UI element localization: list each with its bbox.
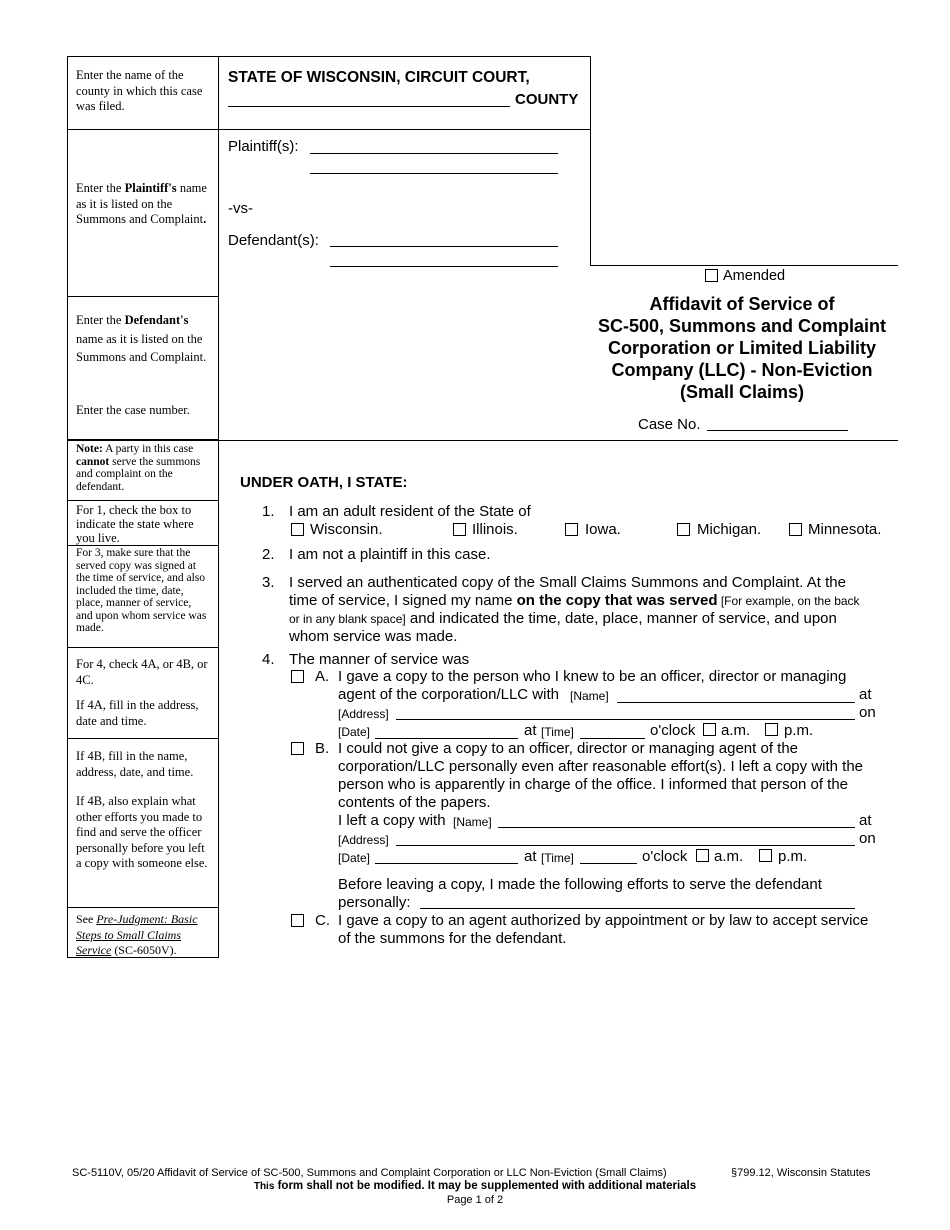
option-b-pm-label: p.m. (778, 848, 808, 865)
state-wisconsin-checkbox[interactable] (291, 523, 304, 536)
sidebar-for3: For 3, make sure that the served copy was signed at the time of service, and also included the time, date, place, manner of service, and upon whom service was made. (76, 547, 207, 634)
option-a-am-label: a.m. (721, 722, 751, 739)
sidebar-for1-box (67, 500, 219, 546)
sidebar-plaintiff-instruction: Enter the Plaintiff's name as it is listed on the Summons and Complaint. (76, 181, 207, 226)
sidebar-if4b: If 4B, fill in the name, address, date, and time. (76, 749, 194, 779)
option-b-letter: B. (315, 740, 330, 757)
item4-number: 4. (262, 651, 275, 668)
item2-number: 2. (262, 546, 275, 563)
option-b-date-tag: [Date] (338, 851, 371, 865)
title-line-5: (Small Claims) (679, 382, 805, 402)
defendant-input-2[interactable] (330, 266, 558, 267)
footer-statute: §799.12, Wisconsin Statutes (731, 1167, 871, 1179)
item3-number: 3. (262, 574, 275, 591)
item3-text: I served an authenticated copy of the Small Claims Summons and Complaint. At the time of service, I signed my name on the copy that was served [For example, on the back or in any blank space] and indicated the time, date, place, manner of service, and upon whom service was made. (289, 574, 860, 645)
state-wisconsin-label: Wisconsin. (310, 521, 383, 538)
plaintiff-label: Plaintiff(s): (228, 138, 299, 155)
sidebar-if4b-box (67, 738, 219, 908)
sidebar-note-box (67, 440, 219, 501)
sidebar-county-box (67, 56, 219, 130)
option-a-date-input[interactable] (375, 738, 518, 739)
sidebar-for4: For 4, check 4A, or 4B, or 4C. (76, 657, 208, 687)
option-b-name-tag: [Name] (453, 815, 492, 829)
title-line-1: Affidavit of Service of (649, 294, 835, 314)
state-illinois-label: Illinois. (472, 521, 518, 538)
option-b-address-input[interactable] (396, 845, 855, 846)
sidebar-see-box (67, 907, 219, 958)
option-b-text: I could not give a copy to an officer, director or managing agent of the corporation/LLC personally even after reasonable effort(s). I left a copy with the person who is apparently in charge of the office. I informed that person of the contents of the papers. (338, 740, 864, 811)
option-b-left-copy: I left a copy with (338, 812, 446, 829)
case-no-label: Case No. (638, 416, 701, 433)
sidebar-defendant-box (67, 296, 219, 441)
option-a-time-tag: [Time] (541, 725, 574, 739)
sidebar-defendant-instruction: Enter the Defendant's name as it is listed on the Summons and Complaint. (76, 313, 207, 364)
option-b-pm-checkbox[interactable] (759, 849, 772, 862)
sidebar-for1: For 1, check the box to indicate the state where you live. (76, 503, 194, 545)
county-input[interactable] (228, 106, 510, 107)
caption-court-divider (219, 129, 590, 130)
sidebar-see: See Pre-Judgment: Basic Steps to Small Claims Service (SC-6050V). (76, 912, 198, 957)
option-b-date-input[interactable] (375, 863, 518, 864)
option-a-date-tag: [Date] (338, 725, 371, 739)
item1-number: 1. (262, 503, 275, 520)
option-a-oclock: o'clock (650, 722, 696, 739)
caption-top-border (219, 56, 590, 57)
sidebar-for4-box (67, 647, 219, 739)
sidebar-note: Note: A party in this case cannot serve the summons and complaint on the defendant. (76, 443, 201, 493)
versus-label: -vs- (228, 200, 253, 217)
option-c-line1: I gave a copy to an agent authorized by appointment or by law to accept service (338, 912, 869, 929)
option-b-am-label: a.m. (714, 848, 744, 865)
amended-checkbox[interactable] (705, 269, 718, 282)
option-a-at-word: at (524, 722, 537, 739)
option-a-am-checkbox[interactable] (703, 723, 716, 736)
item4-text: The manner of service was (289, 651, 470, 668)
form-title (585, 293, 899, 403)
oath-heading: UNDER OATH, I STATE: (240, 474, 408, 491)
state-iowa-checkbox[interactable] (565, 523, 578, 536)
sidebar-county-instruction: Enter the name of the county in which this case was filed. (76, 68, 203, 113)
option-b-at-word: at (524, 848, 537, 865)
option-a-pm-label: p.m. (784, 722, 814, 739)
case-no-input[interactable] (707, 430, 848, 431)
option-a-on: on (859, 704, 876, 721)
defendant-input-1[interactable] (330, 246, 558, 247)
option-b-time-input[interactable] (580, 863, 637, 864)
option-a-line1: I gave a copy to the person who I knew to be an officer, director or managing (338, 668, 847, 685)
footer-page-number: Page 1 of 2 (446, 1194, 504, 1206)
sidebar-if4b-also: If 4B, also explain what other efforts you made to find and serve the officer personally before you left a copy with someone else. (76, 794, 208, 870)
sidebar-case-number-instruction: Enter the case number. (76, 403, 190, 417)
option-a-pm-checkbox[interactable] (765, 723, 778, 736)
title-line-2: SC-500, Summons and Complaint (597, 316, 887, 336)
title-line-4: Company (LLC) - Non-Eviction (611, 360, 873, 380)
county-label: COUNTY (515, 91, 579, 108)
option-b-am-checkbox[interactable] (696, 849, 709, 862)
option-a-line2: agent of the corporation/LLC with (338, 686, 559, 703)
option-b-efforts-label: personally: (338, 894, 411, 911)
caption-right-divider (590, 265, 898, 266)
option-a-time-input[interactable] (580, 738, 645, 739)
amended-label: Amended (723, 268, 786, 284)
option-a-letter: A. (315, 668, 330, 685)
plaintiff-input-1[interactable] (310, 153, 558, 154)
court-heading: STATE OF WISCONSIN, CIRCUIT COURT, (228, 69, 530, 86)
state-michigan-checkbox[interactable] (677, 523, 690, 536)
item1-text: I am an adult resident of the State of (289, 503, 531, 520)
option-b-checkbox[interactable] (291, 742, 304, 755)
sidebar-for3-box (67, 545, 219, 648)
option-a-name-input[interactable] (617, 702, 855, 703)
state-minnesota-label: Minnesota. (808, 521, 882, 538)
option-c-checkbox[interactable] (291, 914, 304, 927)
option-b-at: at (859, 812, 872, 829)
option-c-letter: C. (315, 912, 330, 929)
option-a-checkbox[interactable] (291, 670, 304, 683)
state-michigan-label: Michigan. (697, 521, 762, 538)
state-iowa-label: Iowa. (585, 521, 621, 538)
option-b-address-tag: [Address] (338, 833, 389, 847)
state-minnesota-checkbox[interactable] (789, 523, 802, 536)
sidebar-see-link[interactable]: Pre-Judgment: Basic Steps to Small Claims Service (76, 912, 198, 957)
option-a-name-tag: [Name] (570, 689, 609, 703)
sidebar-if4a: If 4A, fill in the address, date and time. (76, 698, 199, 728)
state-illinois-checkbox[interactable] (453, 523, 466, 536)
option-b-on: on (859, 830, 876, 847)
footer-form-id: SC-5110V, 05/20 Affidavit of Service of SC-500, Summons and Complaint Corporation or LLC Non-Eviction (Small Claims) (72, 1167, 667, 1179)
option-b-time-tag: [Time] (541, 851, 574, 865)
option-c-line2: of the summons for the defendant. (338, 930, 567, 947)
option-a-address-input[interactable] (396, 719, 855, 720)
defendant-label: Defendant(s): (228, 232, 319, 249)
option-b-efforts-input[interactable] (420, 908, 855, 909)
footer-notice: This form shall not be modified. It may be supplemented with additional materials (253, 1180, 697, 1192)
caption-center-divider (590, 56, 591, 266)
option-a-address-tag: [Address] (338, 707, 389, 721)
option-b-oclock: o'clock (642, 848, 688, 865)
option-b-name-input[interactable] (498, 827, 855, 828)
caption-bottom-border (219, 440, 898, 441)
option-b-efforts-line1: Before leaving a copy, I made the following efforts to serve the defendant (338, 876, 822, 893)
option-a-at: at (859, 686, 872, 703)
title-line-3: Corporation or Limited Liability (607, 338, 876, 358)
item2-text: I am not a plaintiff in this case. (289, 546, 491, 563)
plaintiff-input-2[interactable] (310, 173, 558, 174)
